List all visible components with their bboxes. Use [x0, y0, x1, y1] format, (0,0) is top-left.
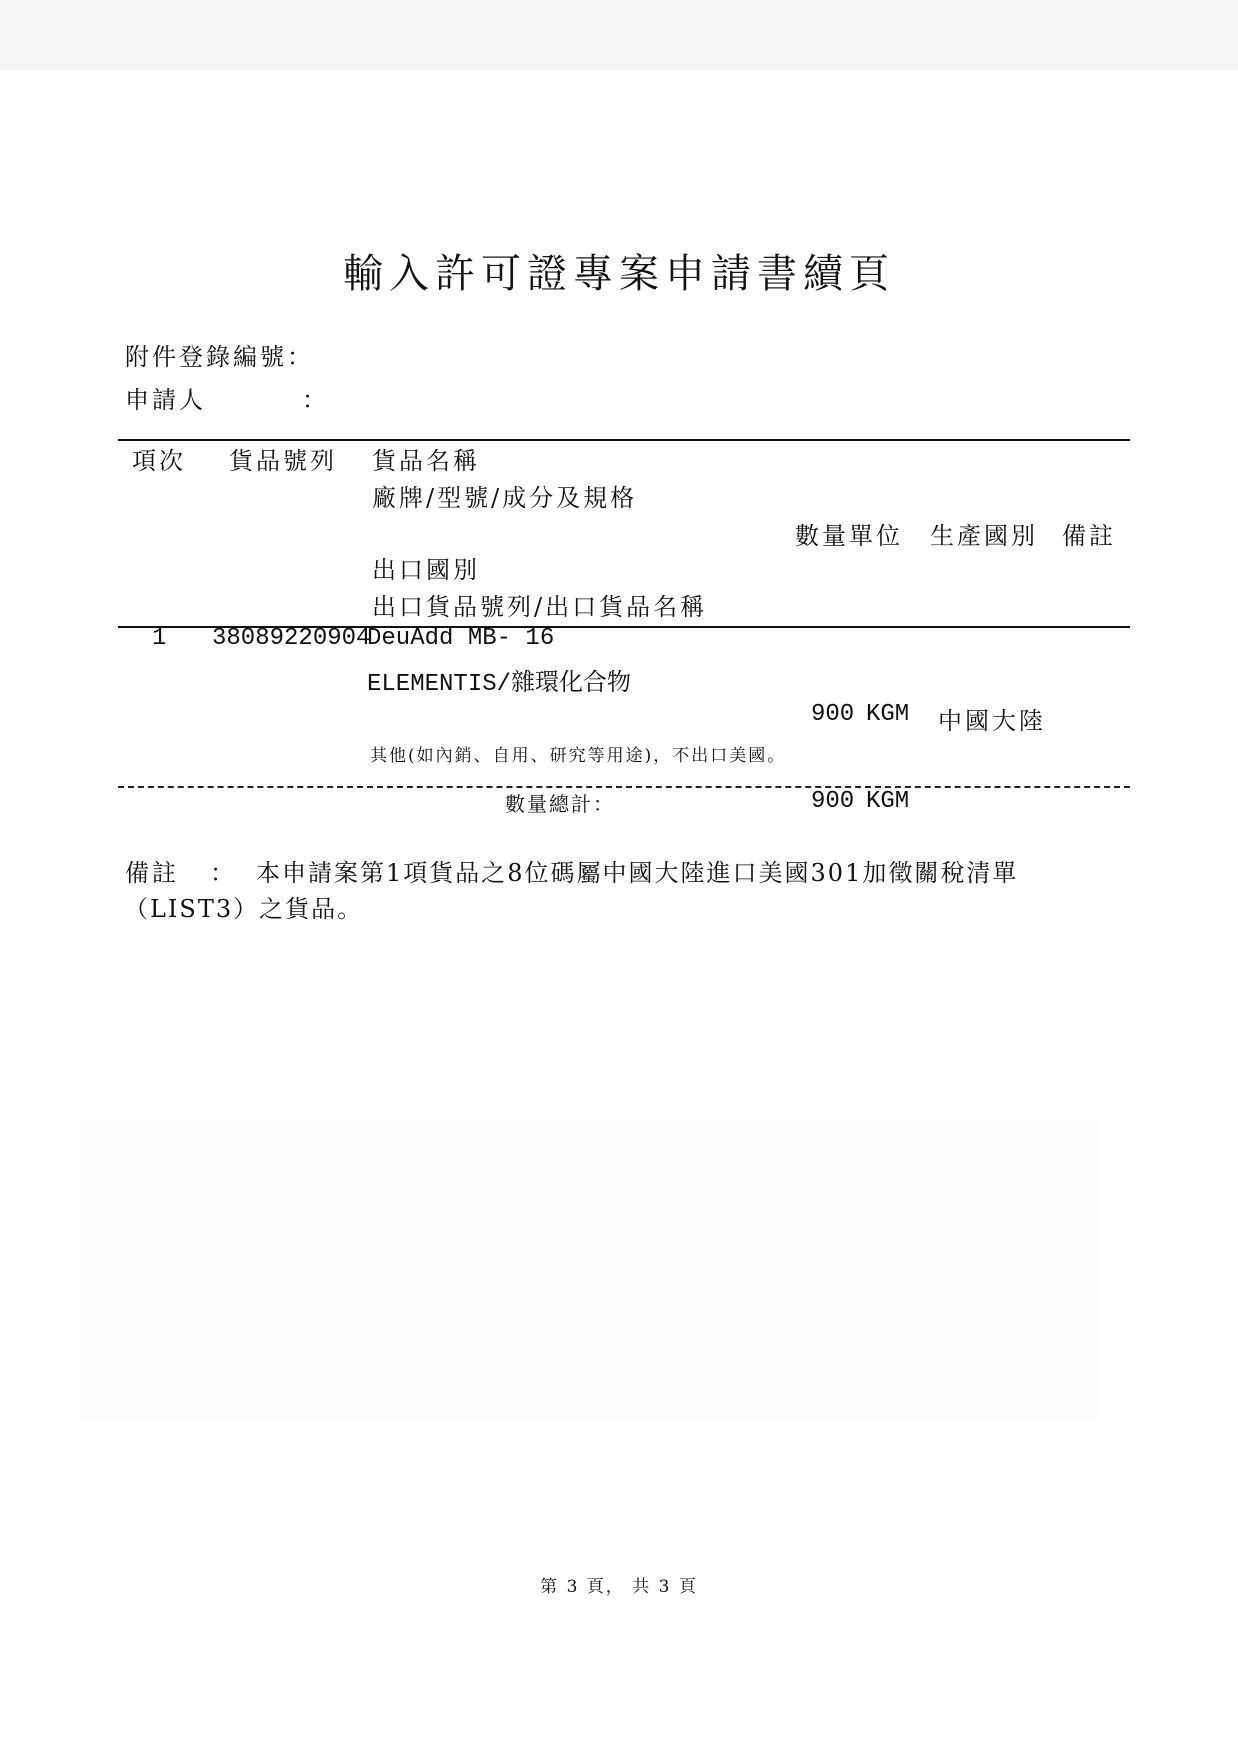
row-brand-spec: ELEMENTIS/雜環化合物 [367, 671, 632, 698]
header-qty-unit: 數量單位 [795, 522, 903, 550]
page-title: 輸入許可證專案申請書續頁 [343, 251, 895, 297]
total-unit: KGM [866, 788, 910, 815]
row-goods-code: 38089220904 [212, 625, 371, 652]
attachment-no-label: 附件登錄編號： [125, 343, 314, 371]
total-dashed-rule [118, 786, 1130, 788]
header-origin-country: 生產國別 [930, 522, 1038, 550]
row-use-note: 其他(如內銷、自用、研究等用途)，不出口美國。 [370, 746, 787, 766]
total-quantity: 900 [811, 788, 855, 815]
remarks-line-2: （LIST3）之貨品。 [124, 895, 364, 923]
header-goods-name: 貨品名稱 [372, 447, 480, 475]
header-item-no: 項次 [132, 447, 186, 475]
page-footer: 第 3 頁， 共 3 頁 [540, 1577, 698, 1597]
row-item-no: 1 [152, 625, 167, 652]
row-goods-name: DeuAdd MB- 16 [367, 625, 555, 652]
row-quantity: 900 [811, 701, 855, 728]
header-export-goods: 出口貨品號列/出口貨品名稱 [372, 593, 708, 621]
scan-artifact-top [0, 0, 1238, 70]
row-unit: KGM [866, 701, 910, 728]
header-export-country: 出口國別 [372, 556, 480, 584]
total-label: 數量總計： [505, 792, 615, 816]
remarks-label: 備註 [125, 859, 179, 887]
header-remarks: 備註 [1062, 522, 1116, 550]
applicant-colon: ： [302, 386, 329, 414]
scan-artifact-block [80, 1120, 1100, 1420]
header-brand-spec: 廠牌/型號/成分及規格 [372, 484, 638, 512]
row-origin-country: 中國大陸 [938, 707, 1046, 735]
header-goods-code: 貨品號列 [229, 447, 337, 475]
remarks-colon: ： [210, 859, 237, 887]
applicant-label: 申請人 [125, 386, 206, 414]
remarks-line-1: 本申請案第1項貨品之8位碼屬中國大陸進口美國301加徵關稅清單 [256, 859, 1019, 887]
